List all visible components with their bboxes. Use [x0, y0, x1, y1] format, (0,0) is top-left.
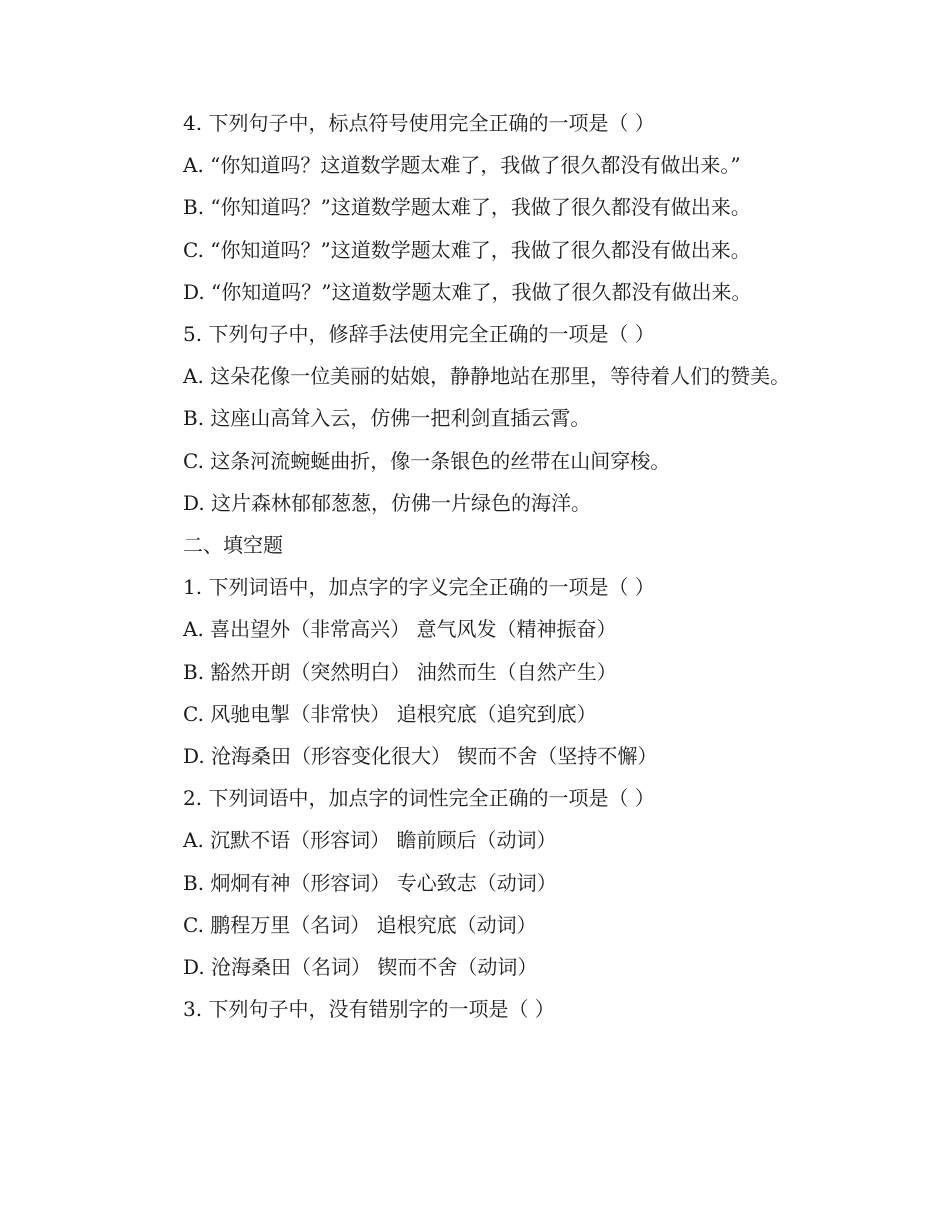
- option-2c: C. 鹏程万里（名词） 追根究底（动词）: [183, 912, 537, 937]
- option-4c: C. “你知道吗？”这道数学题太难了，我做了很久都没有做出来。: [183, 237, 751, 262]
- option-5a: A. 这朵花像一位美丽的姑娘，静静地站在那里，等待着人们的赞美。: [183, 364, 791, 389]
- question-1: 1. 下列词语中，加点字的字义完全正确的一项是（ ）: [183, 575, 655, 600]
- question-4: 4. 下列句子中，标点符号使用完全正确的一项是（ ）: [183, 111, 655, 135]
- question-2: 2. 下列词语中，加点字的词性完全正确的一项是（ ）: [183, 786, 655, 811]
- option-4d: D. “你知道吗？”这道数学题太难了，我做了很久都没有做出来。: [183, 279, 752, 304]
- question-3: 3. 下列句子中，没有错别字的一项是（ ）: [183, 997, 555, 1022]
- option-2d: D. 沧海桑田（名词） 锲而不舍（动词）: [183, 955, 538, 980]
- option-5b: B. 这座山高耸入云，仿佛一把利剑直插云霄。: [183, 406, 591, 431]
- option-5c: C. 这条河流蜿蜒曲折，像一条银色的丝带在山间穿梭。: [183, 448, 671, 473]
- document-body: [138, 102, 838, 1030]
- option-4a: A. “你知道吗？这道数学题太难了，我做了很久都没有做出来。”: [183, 153, 741, 178]
- option-5d: D. 这片森林郁郁葱葱，仿佛一片绿色的海洋。: [183, 490, 592, 515]
- question-5: 5. 下列句子中，修辞手法使用完全正确的一项是（ ）: [183, 322, 655, 347]
- option-2a: A. 沉默不语（形容词） 瞻前顾后（动词）: [183, 828, 557, 853]
- option-1a: A. 喜出望外（非常高兴） 意气风发（精神振奋）: [183, 617, 617, 642]
- option-1c: C. 风驰电掣（非常快） 追根究底（追究到底）: [183, 701, 597, 726]
- option-1d: D. 沧海桑田（形容变化很大） 锲而不舍（坚持不懈）: [183, 744, 658, 769]
- option-1b: B. 豁然开朗（突然明白） 油然而生（自然产生）: [183, 659, 617, 684]
- option-4b: B. “你知道吗？”这道数学题太难了，我做了很久都没有做出来。: [183, 195, 751, 220]
- section-heading-fill-in: 二、填空题: [183, 533, 283, 558]
- option-2b: B. 炯炯有神（形容词） 专心致志（动词）: [183, 870, 557, 895]
